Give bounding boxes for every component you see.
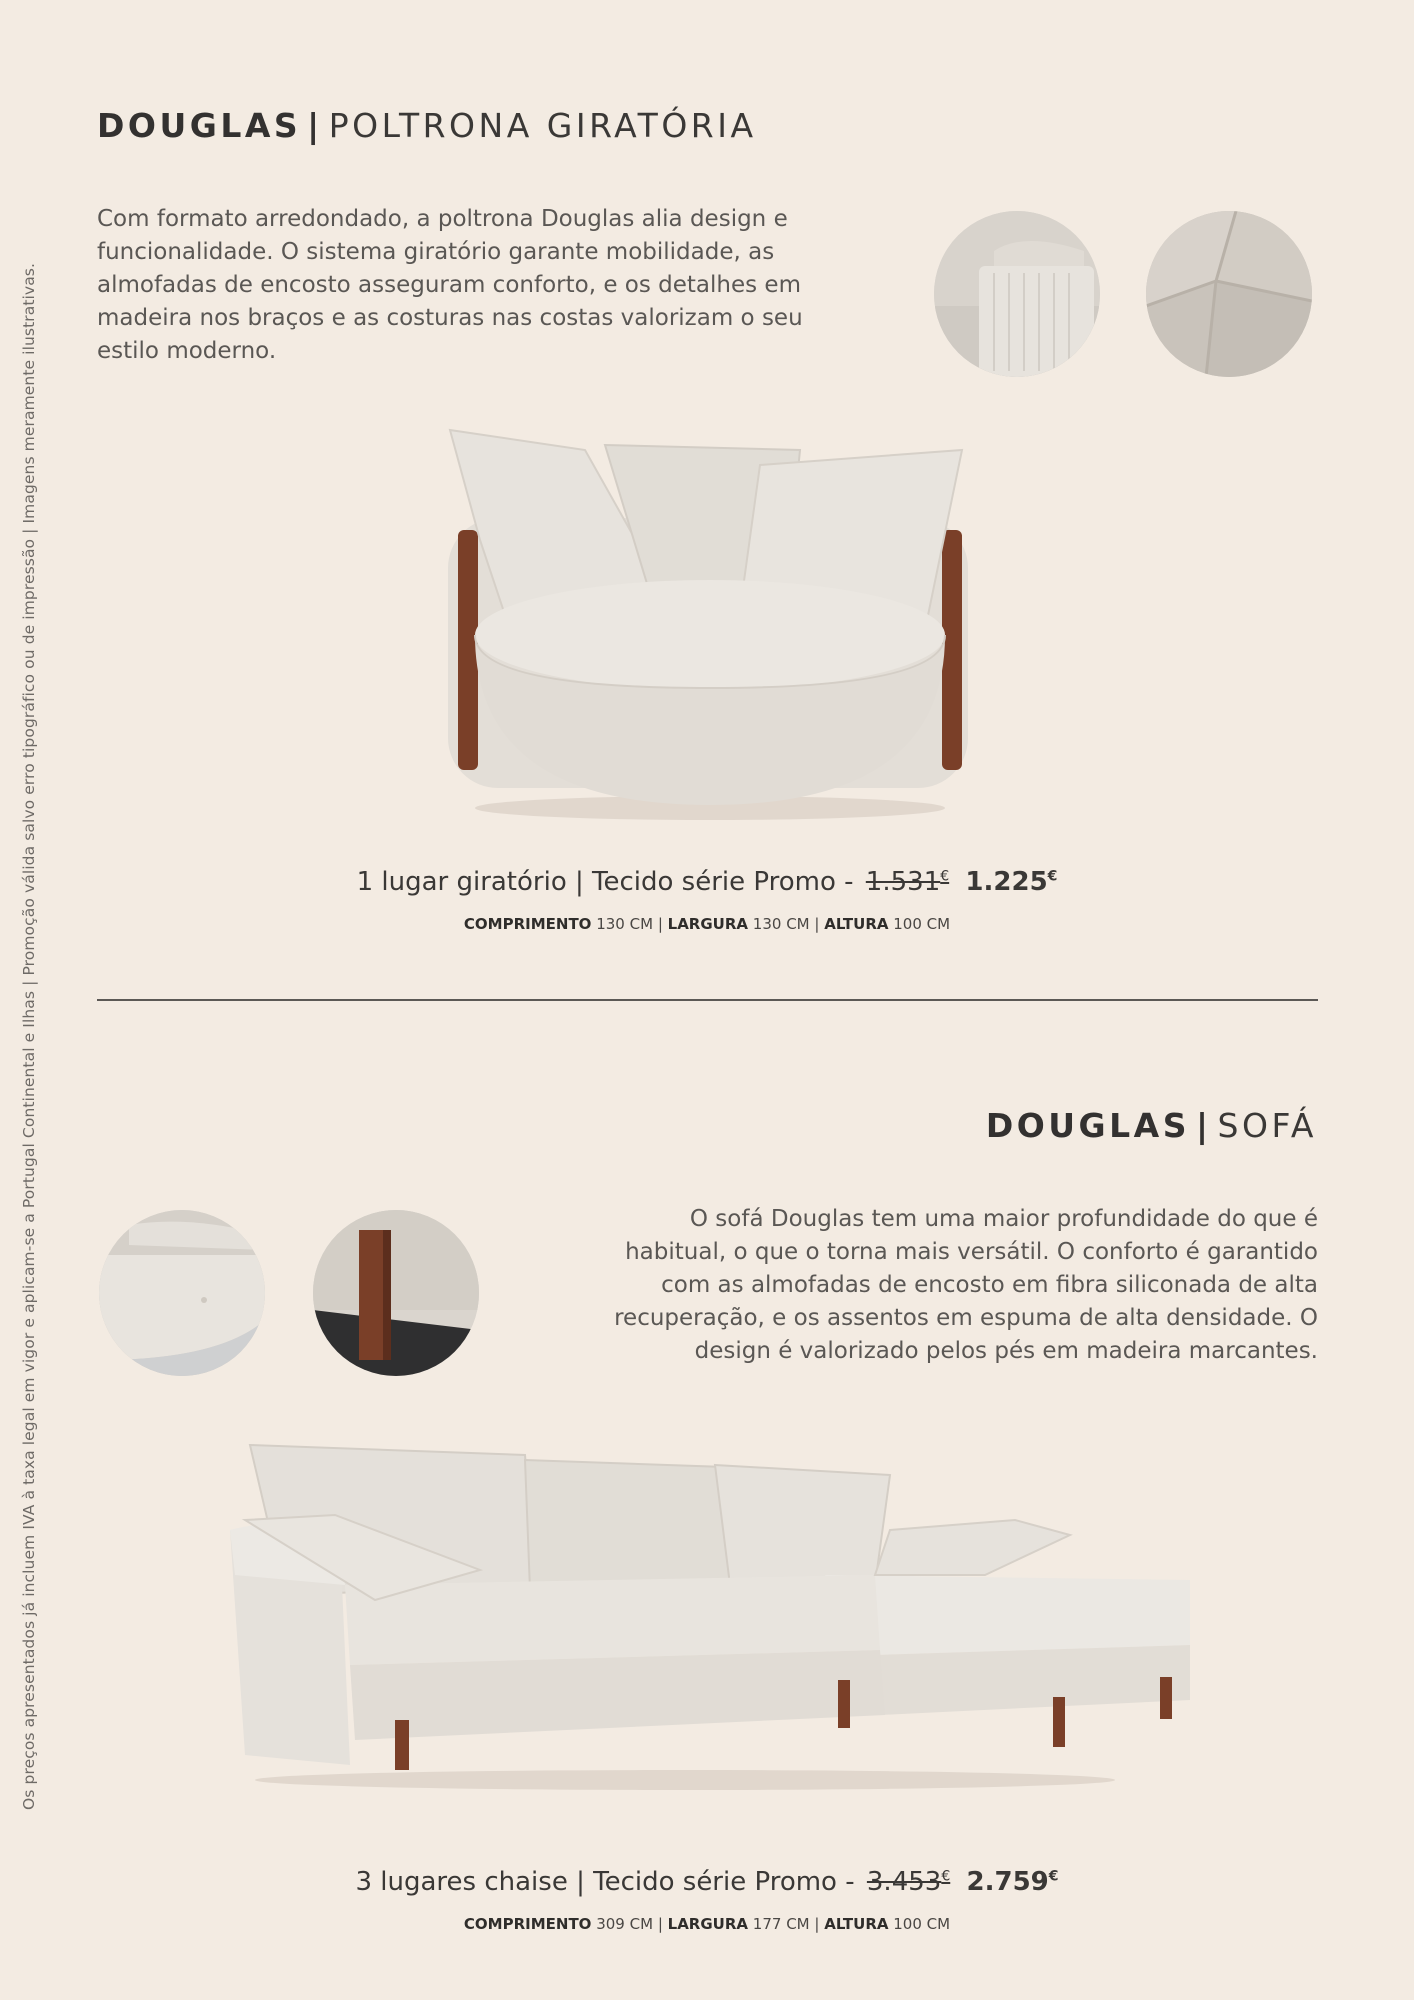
section2-width-value: 177 CM — [752, 1915, 810, 1933]
section2-heading — [986, 1106, 1317, 1145]
section2-height-value: 100 CM — [893, 1915, 951, 1933]
legal-note: Os preços apresentados já incluem IVA à taxa legal em vigor e aplicam-se a Portugal Continental e Ilhas | Promoção válida salvo erro tipográfico ou de impressão | Imagens meramente ilustrativas. — [20, 262, 38, 1810]
section2-length-value: 309 CM — [596, 1915, 654, 1933]
section1-product: POLTRONA GIRATÓRIA — [328, 106, 757, 145]
section1-width-label: LARGURA — [667, 915, 749, 933]
section2-brand: DOUGLAS — [985, 1106, 1190, 1145]
section2-separator: | — [1195, 1106, 1212, 1145]
section1-price-label: 1 lugar giratório | Tecido série Promo - — [356, 867, 854, 897]
armchair-image — [430, 420, 990, 824]
section1-old-price — [866, 867, 949, 897]
armchair-detail-side-image — [934, 211, 1100, 377]
section1-width-value: 130 CM — [752, 915, 810, 933]
sofa-detail-arm-image — [99, 1210, 265, 1376]
section2-dimensions: COMPRIMENTO 309 CM | LARGURA 177 CM | ALTURA 100 CM — [463, 1915, 951, 1933]
sofa-image — [225, 1435, 1200, 1799]
section1-heading — [97, 106, 757, 145]
section2-width-label: LARGURA — [667, 1915, 749, 1933]
section1-new-currency: € — [1047, 868, 1058, 885]
section1-new-price-value: 1.225 — [965, 867, 1048, 897]
section2-new-currency: € — [1048, 1868, 1059, 1885]
section1-dimensions: COMPRIMENTO 130 CM | LARGURA 130 CM | ALTURA 100 CM — [463, 915, 951, 933]
section2-new-price — [967, 1867, 1059, 1897]
section-divider — [97, 999, 1318, 1001]
section1-description: Com formato arredondado, a poltrona Douglas alia design e funcionalidade. O sistema giratório garante mobilidade, as almofadas de encosto asseguram conforto, e os detalhes em madeira nos braços e as costuras nas costas valorizam o seu estilo moderno. — [97, 206, 803, 364]
sofa-detail-foot-image — [313, 1210, 479, 1376]
armchair-detail-fabric-image — [1146, 211, 1312, 377]
section2-product: SOFÁ — [1217, 1106, 1317, 1145]
section2-description: O sofá Douglas tem uma maior profundidade do que é habitual, o que o torna mais versátil. O conforto é garantido com as almofadas de encosto em fibra siliconada de alta recuperação, e os assentos em espuma de alta densidade. O design é valorizado pelos pés em madeira marcantes. — [614, 1206, 1318, 1364]
section2-price-line — [0, 1867, 1414, 1897]
section2-old-price-value: 3.453 — [866, 1867, 942, 1897]
section1-height-label: ALTURA — [824, 915, 889, 933]
section1-brand: DOUGLAS — [97, 106, 302, 145]
section1-new-price — [965, 867, 1057, 897]
section1-price-line — [0, 867, 1414, 897]
section1-height-value: 100 CM — [893, 915, 951, 933]
section2-length-label: COMPRIMENTO — [463, 1915, 592, 1933]
section1-separator: | — [307, 106, 323, 145]
section1-length-value: 130 CM — [596, 915, 654, 933]
section2-new-price-value: 2.759 — [966, 1867, 1049, 1897]
section2-old-currency: € — [941, 1868, 951, 1885]
section1-old-price-value: 1.531 — [865, 867, 941, 897]
section2-height-label: ALTURA — [824, 1915, 889, 1933]
section2-old-price — [867, 1867, 950, 1897]
section1-old-currency: € — [940, 868, 950, 885]
section1-length-label: COMPRIMENTO — [463, 915, 592, 933]
section2-price-label: 3 lugares chaise | Tecido série Promo - — [355, 1867, 855, 1897]
